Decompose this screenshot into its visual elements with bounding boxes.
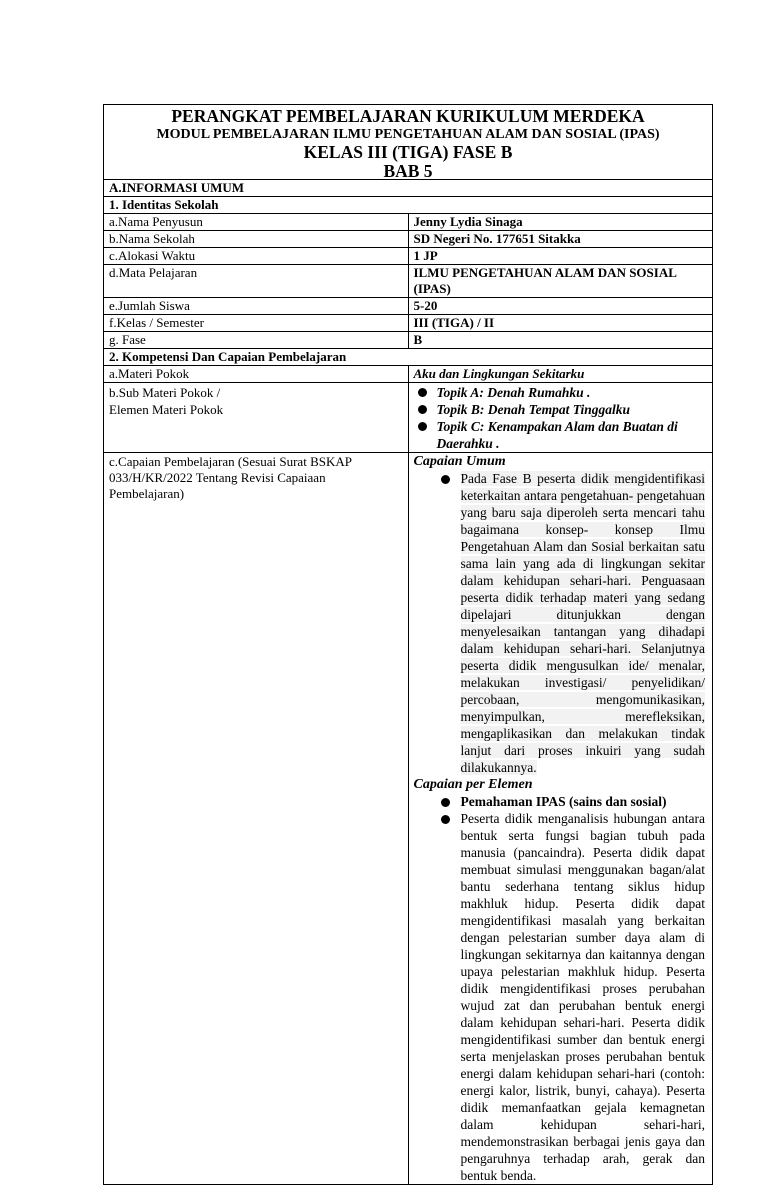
row-label: g. Fase <box>104 332 408 349</box>
row-label: d.Mata Pelajaran <box>104 265 408 298</box>
table-row <box>104 315 712 332</box>
list-item <box>414 470 708 776</box>
topics-cell <box>408 383 712 453</box>
row-value: SD Negeri No. 177651 Sitakka <box>408 231 712 248</box>
capaian-elemen-list <box>414 793 708 1184</box>
table-row <box>104 332 712 349</box>
list-item: Topik B: Denah Tempat Tinggalku <box>414 401 708 418</box>
row-label: a.Nama Penyusun <box>104 214 408 231</box>
table-row <box>104 248 712 265</box>
table-row <box>104 231 712 248</box>
row-label: c.Alokasi Waktu <box>104 248 408 265</box>
capaian-elemen-heading: Capaian per Elemen <box>413 777 533 792</box>
lesson-plan-document <box>103 104 713 1185</box>
table-row <box>104 298 712 315</box>
table-row <box>104 383 712 453</box>
sub-materi-label <box>104 383 408 453</box>
table-row <box>104 453 712 1185</box>
info-table <box>104 180 712 1184</box>
list-item: Topik A: Denah Rumahku . <box>414 384 708 401</box>
capaian-umum-heading: Capaian Umum <box>413 454 506 469</box>
document-title: PERANGKAT PEMBELAJARAN KURIKULUM MERDEKA <box>171 106 645 126</box>
row-value: III (TIGA) / II <box>408 315 712 332</box>
document-title-block <box>104 105 712 180</box>
row-value: 5-20 <box>408 298 712 315</box>
sub-materi-label-line2: Elemen Materi Pokok <box>109 402 224 417</box>
sub-materi-label-line1: b.Sub Materi Pokok / <box>109 385 221 400</box>
identitas-heading: 1. Identitas Sekolah <box>104 197 712 214</box>
table-row <box>104 265 712 298</box>
table-row <box>104 366 712 383</box>
topic-list <box>414 384 708 452</box>
row-label: f.Kelas / Semester <box>104 315 408 332</box>
row-label: e.Jumlah Siswa <box>104 298 408 315</box>
capaian-umum-list <box>414 470 708 776</box>
kompetensi-heading: 2. Kompetensi Dan Capaian Pembelajaran <box>104 349 712 366</box>
materi-pokok-value: Aku dan Lingkungan Sekitarku <box>408 366 712 383</box>
materi-pokok-label: a.Materi Pokok <box>104 366 408 383</box>
section-a-heading: A.INFORMASI UMUM <box>109 180 245 195</box>
row-label: b.Nama Sekolah <box>104 231 408 248</box>
capaian-label: c.Capaian Pembelajaran (Sesuai Surat BSKAP 033/H/KR/2022 Tentang Revisi Capaiaan Pembelajaran) <box>104 453 408 1185</box>
row-value: Jenny Lydia Sinaga <box>408 214 712 231</box>
chapter-title: BAB 5 <box>383 161 433 181</box>
list-item: Pemahaman IPAS (sains dan sosial) <box>414 793 708 810</box>
class-phase-title: KELAS III (TIGA) FASE B <box>303 142 513 162</box>
list-item: Peserta didik menganalisis hubungan antara bentuk serta fungsi bagian tubuh pada manusia (pancaindra). Peserta didik dapat membuat simulasi menggunakan bagan/alat bantu sederhana tentang siklus hidup makhluk hidup. Peserta didik dapat mengidentifikasi masalah yang berkaitan dengan pelestarian sumber daya alam di lingkungan sekitarnya dan kaitannya dengan upaya pelestarian makhluk hidup. Peserta didik mengidentifikasi proses perubahan wujud zat dan perubahan bentuk energi dalam kehidupan sehari-hari. Peserta didik mengidentifikasi sumber dan bentuk energi serta menjelaskan proses perubahan bentuk energi dalam kehidupan sehari-hari (contoh: energi kalor, listrik, bunyi, cahaya). Peserta didik memanfaatkan gejala kemagnetan dalam kehidupan sehari-hari, mendemonstrasikan berbagai jenis gaya dan pengaruhnya terhadap arah, gerak dan bentuk benda. <box>414 810 708 1184</box>
capaian-umum-text: Pada Fase B peserta didik mengidentifikasi keterkaitan antara pengetahuan- pengetahuan yang baru saja diperoleh serta mencari tahu bagaimana konsep- konsep Ilmu Pengetahuan Alam dan Sosial berkaitan satu sama lain yang ada di lingkungan sekitar dalam kehidupan sehari-hari. Penguasaan peserta didik terhadap materi yang sedang dipelajari ditunjukkan dengan menyelesaikan tantangan yang dihadapi dalam kehidupan sehari-hari. Selanjutnya peserta didik mengusulkan ide/ menalar, melakukan investigasi/ penyelidikan/ percobaan, mengomunikasikan, menyimpulkan, merefleksikan, mengaplikasikan dan melakukan tindak lanjut dari proses inkuiri yang sudah dilakukannya. <box>460 471 705 775</box>
list-item: Topik C: Kenampakan Alam dan Buatan di Daerahku . <box>414 418 708 452</box>
row-value: ILMU PENGETAHUAN ALAM DAN SOSIAL (IPAS) <box>408 265 712 298</box>
row-value: 1 JP <box>408 248 712 265</box>
module-subtitle: MODUL PEMBELAJARAN ILMU PENGETAHUAN ALAM DAN SOSIAL (IPAS) <box>156 127 660 142</box>
row-value: B <box>408 332 712 349</box>
table-row <box>104 214 712 231</box>
capaian-cell <box>408 453 712 1185</box>
